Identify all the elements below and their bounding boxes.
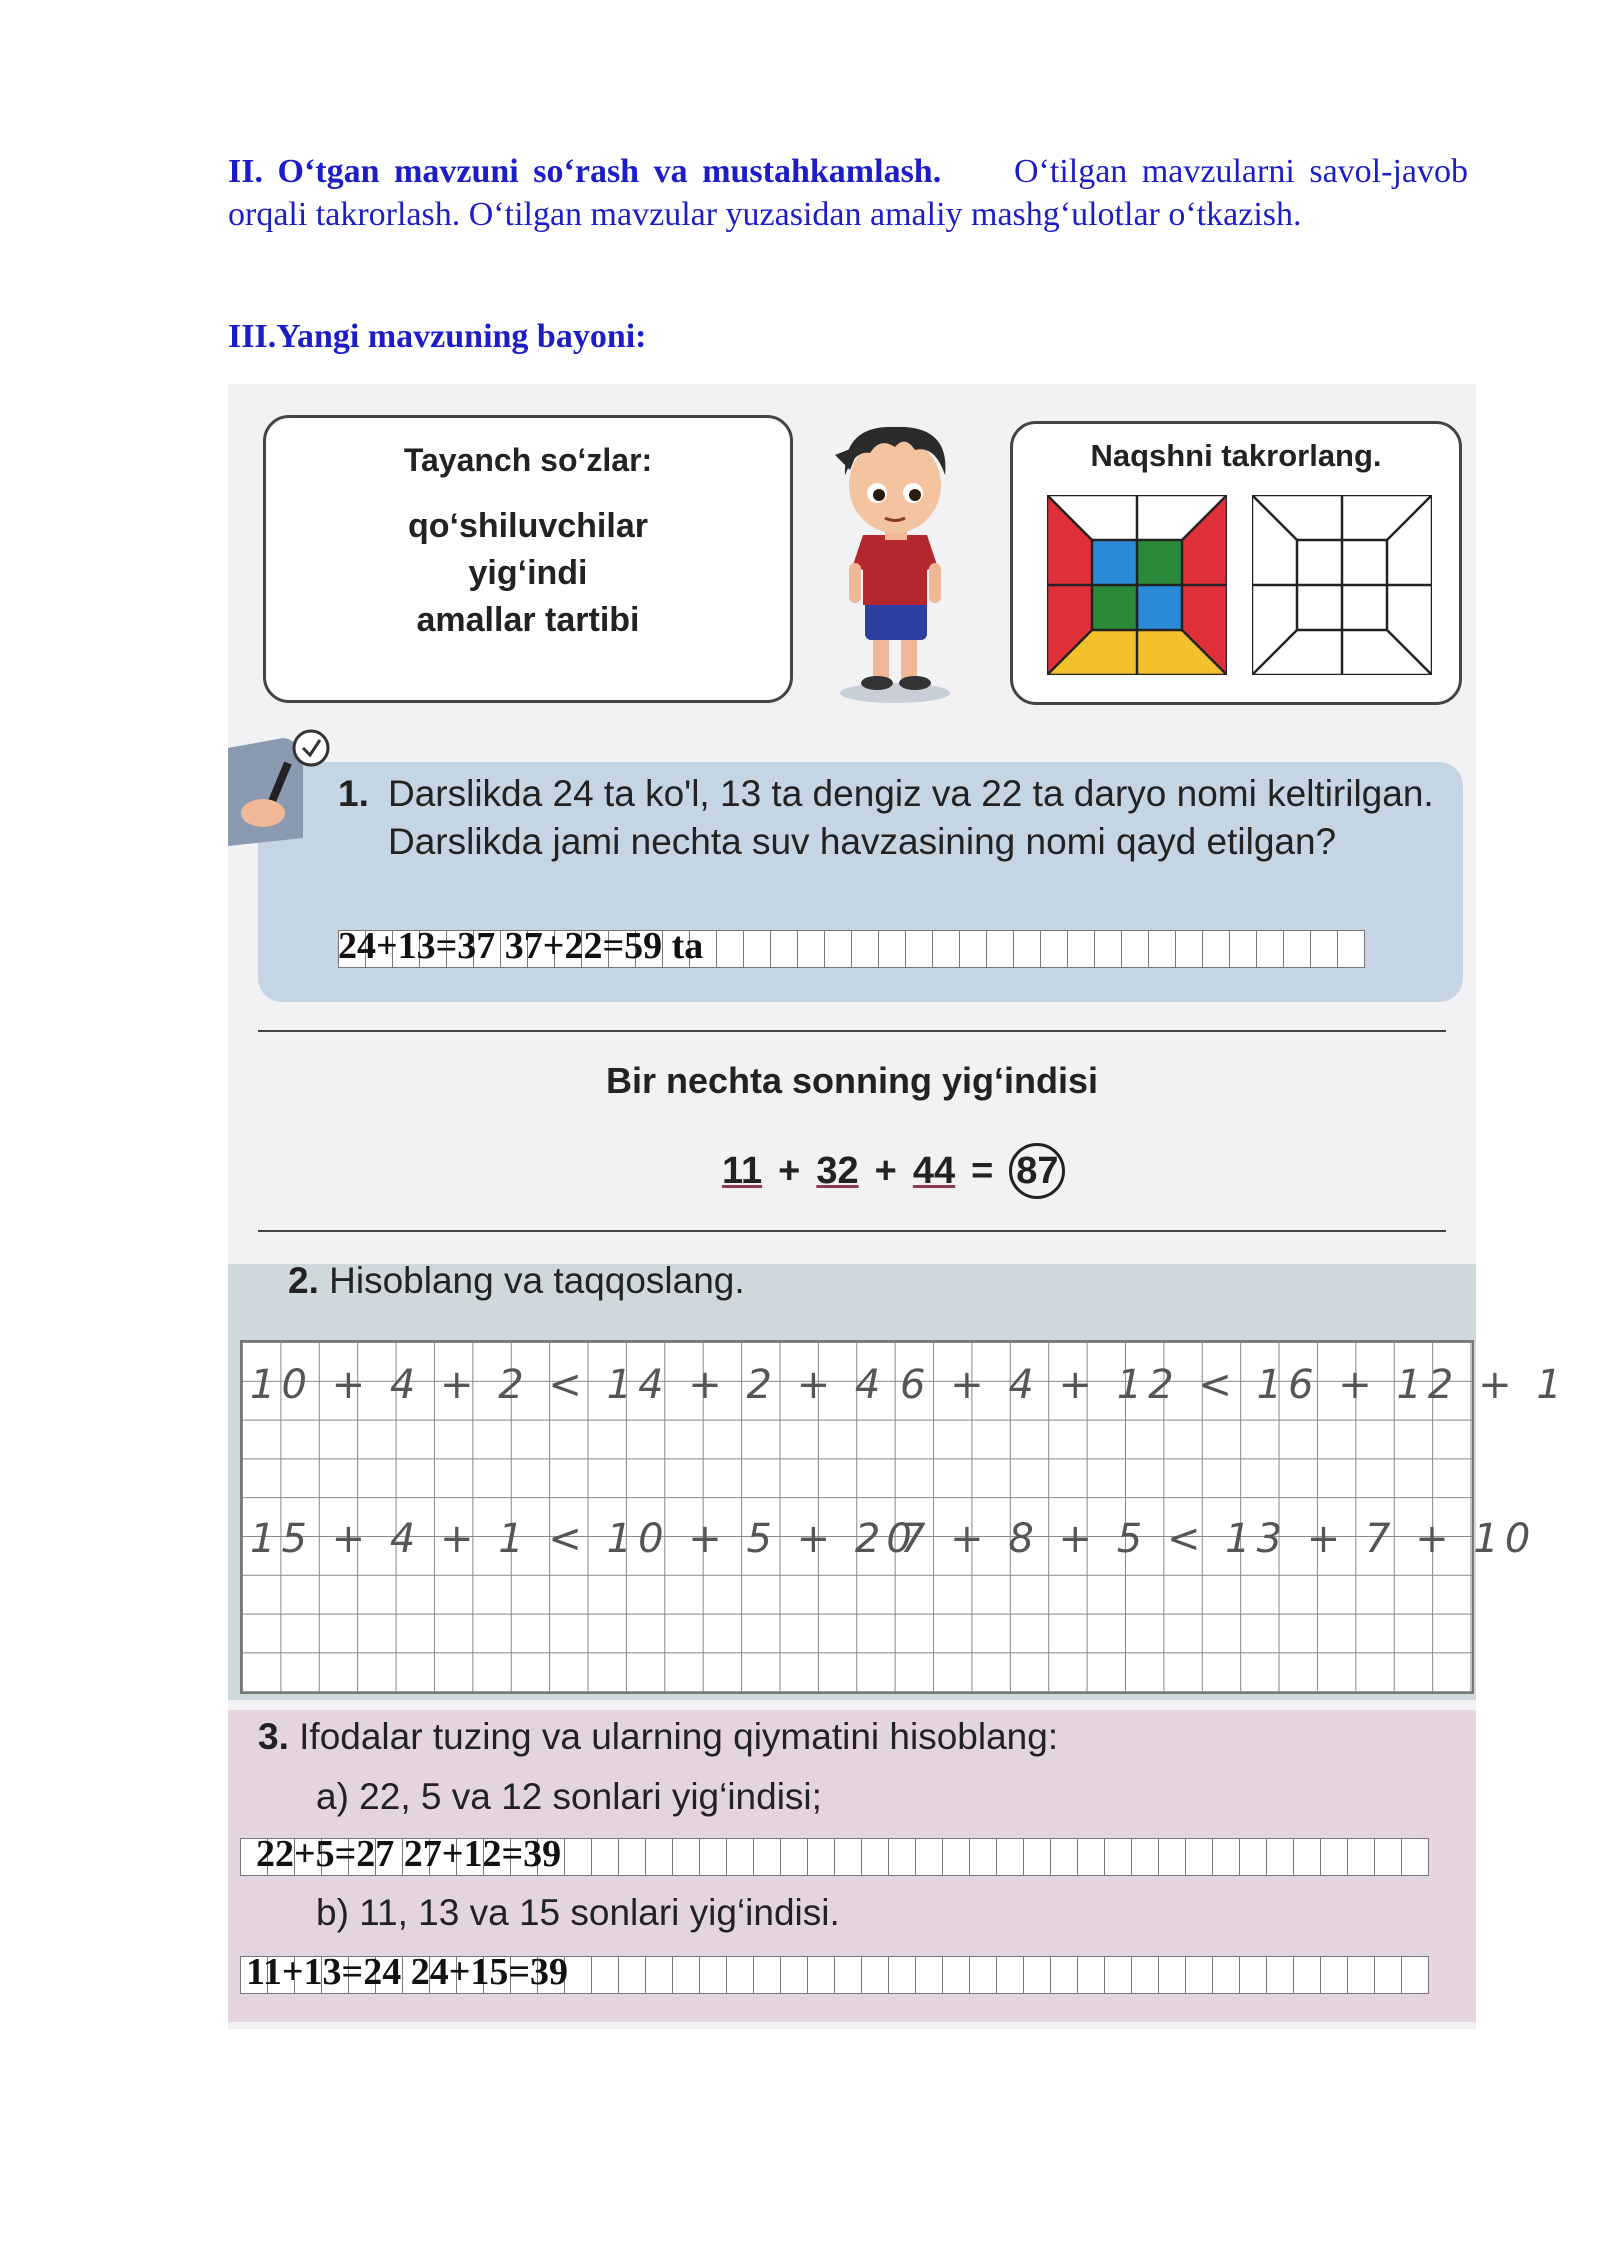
grid-cell: [1067, 930, 1094, 968]
task2-number: 2.: [288, 1260, 319, 1301]
grid-cell: [1266, 1956, 1293, 1994]
grid-cell: [1104, 1838, 1131, 1876]
grid-cell: [1175, 930, 1202, 968]
section2-text: O‘tilgan mavzularni savol-javob orqali takrorlash. O‘tilgan mavzular yuzasidan amaliy mashg‘ulotlar o‘tkazish.: [228, 153, 1468, 233]
grid-cell: [1229, 930, 1256, 968]
grid-cell: [915, 1838, 942, 1876]
grid-cell: [726, 1838, 753, 1876]
grid-cell: [716, 930, 743, 968]
keywords-title: Tayanch so‘zlar:: [403, 442, 653, 478]
grid-cell: [1013, 930, 1040, 968]
grid-cell: [645, 1838, 672, 1876]
grid-cell: [564, 1956, 591, 1994]
task2-row2-left: 15 + 4 + 1 < 10 + 5 + 20: [250, 1516, 918, 1562]
intro-paragraph: [228, 150, 1468, 236]
task1-number: 1.: [338, 773, 369, 814]
pattern-title: Naqshni takrorlang.: [1090, 438, 1382, 473]
sum-equation: [722, 1143, 1065, 1199]
grid-cell: [969, 1956, 996, 1994]
equals-sign: =: [971, 1149, 994, 1192]
grid-cell: [1050, 1838, 1077, 1876]
task3-title: Ifodalar tuzing va ularning qiymatini hisoblang:: [299, 1716, 1059, 1757]
grid-cell: [726, 1956, 753, 1994]
task3-number: 3.: [258, 1716, 289, 1757]
grid-cell: [1212, 1838, 1239, 1876]
grid-cell: [1401, 1838, 1429, 1876]
grid-cell: [1310, 930, 1337, 968]
grid-cell: [564, 1838, 591, 1876]
empty-pattern: [1252, 495, 1432, 675]
grid-cell: [672, 1838, 699, 1876]
grid-cell: [969, 1838, 996, 1876]
grid-cell: [1121, 930, 1148, 968]
task1-text-block: [338, 770, 1438, 866]
grid-cell: [1337, 930, 1365, 968]
grid-cell: [770, 930, 797, 968]
grid-cell: [1374, 1838, 1401, 1876]
grid-cell: [618, 1956, 645, 1994]
colored-pattern: [1047, 495, 1227, 675]
grid-cell: [780, 1956, 807, 1994]
task3-b-answer: 11+13=24 24+15=39: [246, 1951, 569, 1993]
grid-cell: [699, 1838, 726, 1876]
grid-cell: [1401, 1956, 1429, 1994]
task3-a-label: a) 22, 5 va 12 sonlari yig‘indisi;: [316, 1776, 822, 1817]
grid-cell: [942, 1838, 969, 1876]
grid-cell: [780, 1838, 807, 1876]
grid-cell: [959, 930, 986, 968]
grid-cell: [1239, 1956, 1266, 1994]
grid-cell: [1239, 1838, 1266, 1876]
grid-cell: [1347, 1838, 1374, 1876]
task3-b-label: b) 11, 13 va 15 sonlari yig‘indisi.: [316, 1892, 840, 1933]
grid-cell: [986, 930, 1013, 968]
grid-cell: [618, 1838, 645, 1876]
grid-cell: [1094, 930, 1121, 968]
sum-result: 87: [1009, 1143, 1065, 1199]
addend-1: 11: [722, 1149, 763, 1192]
keyword-item: qo‘shiluvchilar: [408, 507, 648, 545]
grid-cell: [1320, 1956, 1347, 1994]
task2-header: [288, 1260, 745, 1302]
plus-sign: +: [874, 1149, 897, 1192]
grid-cell: [699, 1956, 726, 1994]
grid-cell: [1131, 1956, 1158, 1994]
divider: [258, 1030, 1446, 1032]
grid-cell: [1185, 1838, 1212, 1876]
grid-cell: [1293, 1838, 1320, 1876]
addend-3: 44: [912, 1149, 956, 1192]
grid-cell: [591, 1838, 618, 1876]
grid-cell: [1040, 930, 1067, 968]
grid-cell: [851, 930, 878, 968]
grid-cell: [1185, 1956, 1212, 1994]
task2-row2-right: 7 + 8 + 5 < 13 + 7 + 10: [900, 1516, 1537, 1562]
grid-cell: [861, 1956, 888, 1994]
section2-title: II. O‘tgan mavzuni so‘rash va mustahkamlash.: [228, 153, 942, 190]
grid-cell: [905, 930, 932, 968]
pencil-hand-icon: [228, 728, 338, 848]
grid-cell: [807, 1956, 834, 1994]
grid-cell: [1023, 1956, 1050, 1994]
grid-cell: [1131, 1838, 1158, 1876]
grid-cell: [1158, 1838, 1185, 1876]
grid-cell: [645, 1956, 672, 1994]
addend-2: 32: [816, 1149, 859, 1192]
grid-cell: [797, 930, 824, 968]
grid-cell: [753, 1956, 780, 1994]
grid-cell: [1148, 930, 1175, 968]
grid-cell: [861, 1838, 888, 1876]
grid-cell: [1212, 1956, 1239, 1994]
grid-cell: [834, 1956, 861, 1994]
grid-cell: [942, 1956, 969, 1994]
grid-cell: [834, 1838, 861, 1876]
grid-cell: [996, 1956, 1023, 1994]
grid-cell: [1104, 1956, 1131, 1994]
grid-cell: [1050, 1956, 1077, 1994]
grid-cell: [1320, 1838, 1347, 1876]
grid-cell: [672, 1956, 699, 1994]
grid-cell: [888, 1956, 915, 1994]
grid-cell: [1283, 930, 1310, 968]
grid-cell: [1077, 1838, 1104, 1876]
grid-cell: [591, 1956, 618, 1994]
keyword-item: amallar tartibi: [416, 601, 640, 639]
grid-cell: [1256, 930, 1283, 968]
plus-sign: +: [778, 1149, 801, 1192]
task1-answer: 24+13=37 37+22=59 ta: [338, 925, 704, 967]
grid-cell: [888, 1838, 915, 1876]
grid-cell: [807, 1838, 834, 1876]
keywords-box: [263, 415, 793, 703]
grid-cell: [996, 1838, 1023, 1876]
boy-illustration: [815, 415, 975, 705]
grid-cell: [1266, 1838, 1293, 1876]
section3-title: III.Yangi mavzuning bayoni:: [228, 318, 647, 355]
grid-cell: [824, 930, 851, 968]
grid-cell: [878, 930, 905, 968]
grid-cell: [753, 1838, 780, 1876]
keywords-list: [266, 503, 790, 644]
task3-header: [258, 1716, 1058, 1758]
grid-cell: [932, 930, 959, 968]
sum-title: Bir nechta sonning yig‘indisi: [605, 1060, 1099, 1101]
grid-cell: [1158, 1956, 1185, 1994]
grid-cell: [1293, 1956, 1320, 1994]
grid-cell: [1077, 1956, 1104, 1994]
task2-row1-right: 6 + 4 + 12 < 16 + 12 + 1: [900, 1362, 1568, 1408]
grid-cell: [1202, 930, 1229, 968]
grid-cell: [1374, 1956, 1401, 1994]
grid-cell: [743, 930, 770, 968]
task1-text: Darslikda 24 ta ko'l, 13 ta dengiz va 22 ta daryo nomi keltirilgan. Darslikda jami nechta suv havzasining nomi qayd etilgan?: [388, 773, 1434, 862]
task2-title: Hisoblang va taqqoslang.: [329, 1260, 745, 1301]
task3-a-answer: 22+5=27 27+12=39: [256, 1833, 562, 1875]
grid-cell: [1023, 1838, 1050, 1876]
keyword-item: yig‘indi: [468, 554, 588, 592]
divider: [258, 1230, 1446, 1232]
grid-cell: [915, 1956, 942, 1994]
task2-row1-left: 10 + 4 + 2 < 14 + 2 + 4: [250, 1362, 887, 1408]
grid-cell: [1347, 1956, 1374, 1994]
